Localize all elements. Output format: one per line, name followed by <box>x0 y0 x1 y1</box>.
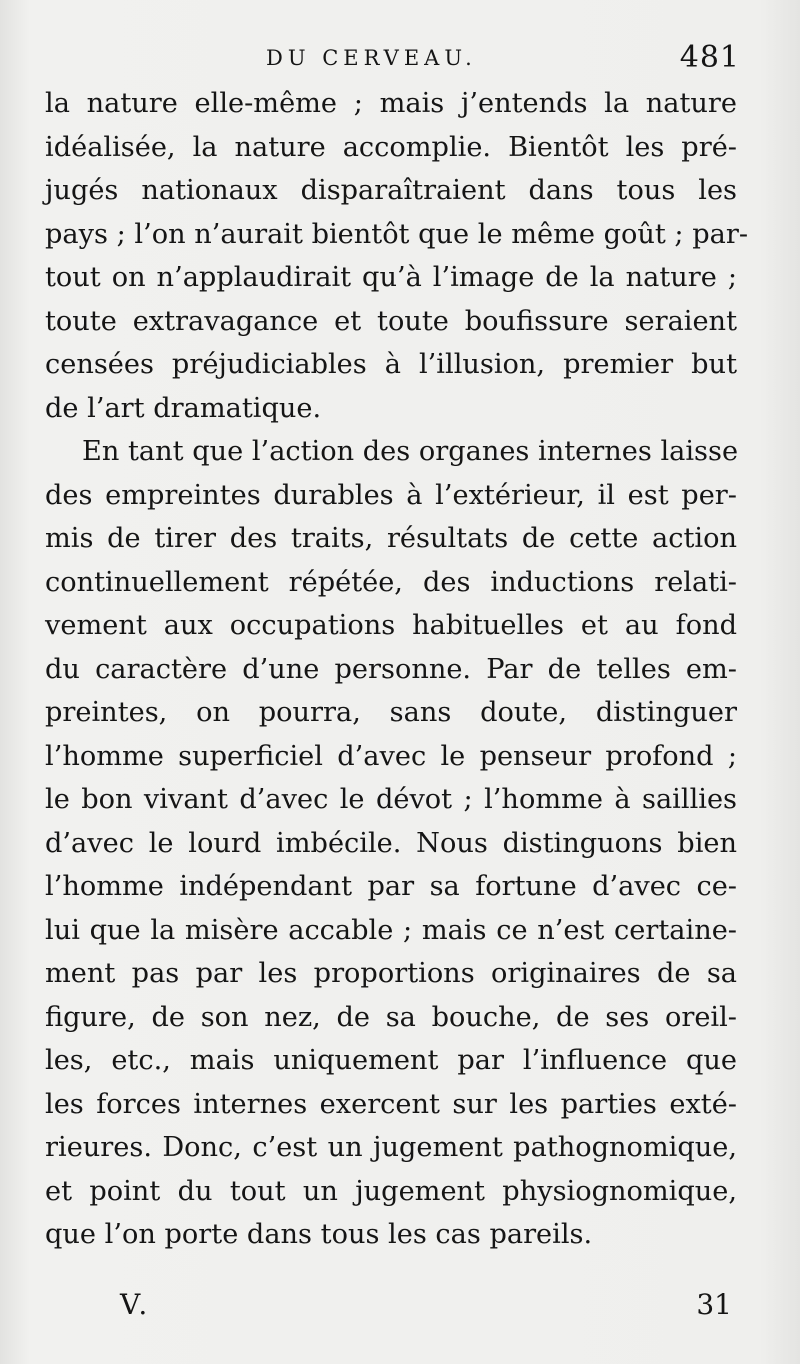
text-line: jugés nationaux disparaîtraient dans tous les <box>45 175 737 206</box>
text-line: du caractère d’une personne. Par de telles em- <box>45 653 737 685</box>
text-line: lui que la misère accable ; mais ce n’est certaine- <box>45 914 737 946</box>
text-line: toute extravagance et toute boufissure seraient <box>45 305 737 337</box>
text-line: la nature elle-même ; mais j’entends la nature <box>45 88 737 119</box>
text-line: figure, de son nez, de sa bouche, de ses oreil- <box>45 1001 737 1033</box>
text-line: idéalisée, la nature accomplie. Bientôt les pré- <box>45 131 737 163</box>
text-line: les, etc., mais uniquement par l’influence que <box>45 1045 737 1076</box>
running-head <box>46 38 740 78</box>
text-line: d’avec le lourd imbécile. Nous distinguons bien <box>45 827 737 859</box>
signature-mark: V. <box>120 1288 151 1321</box>
text-line: rieures. Donc, c’est un jugement pathognomique, <box>45 1132 737 1163</box>
text-line: ment pas par les proportions originaires de sa <box>45 958 737 989</box>
text-line: que l’on porte dans tous les cas pareils. <box>45 1219 593 1250</box>
text-line: continuellement répétée, des inductions relati- <box>45 566 737 598</box>
text-line: de l’art dramatique. <box>45 392 322 424</box>
text-line: pays ; l’on n’aurait bientôt que le même goût ; par- <box>45 218 749 250</box>
text-line: vement aux occupations habituelles et au fond <box>45 610 737 641</box>
page-footer <box>120 1288 732 1328</box>
running-head-title: DU CERVEAU. <box>266 46 477 70</box>
text-line: et point du tout un jugement physiognomique, <box>45 1175 737 1207</box>
text-line: censées préjudiciables à l’illusion, premier but <box>45 349 737 380</box>
page-number: 481 <box>679 40 740 75</box>
text-line: des empreintes durables à l’extérieur, il est per- <box>45 479 737 511</box>
body-text <box>45 82 749 1257</box>
text-line: tout on n’applaudirait qu’à l’image de la nature ; <box>45 262 737 293</box>
text-line: les forces internes exercent sur les parties exté- <box>45 1088 737 1120</box>
text-line: preintes, on pourra, sans doute, distinguer <box>45 697 737 728</box>
text-line: mis de tirer des traits, résultats de cette action <box>45 523 737 554</box>
text-line: l’homme indépendant par sa fortune d’avec ce- <box>45 871 737 902</box>
paragraph-start-line: En tant que l’action des organes internes laisse <box>82 436 739 467</box>
text-line: le bon vivant d’avec le dévot ; l’homme à saillies <box>45 784 737 815</box>
text-line: l’homme superficiel d’avec le penseur profond ; <box>45 740 737 772</box>
sheet-number: 31 <box>696 1288 732 1321</box>
